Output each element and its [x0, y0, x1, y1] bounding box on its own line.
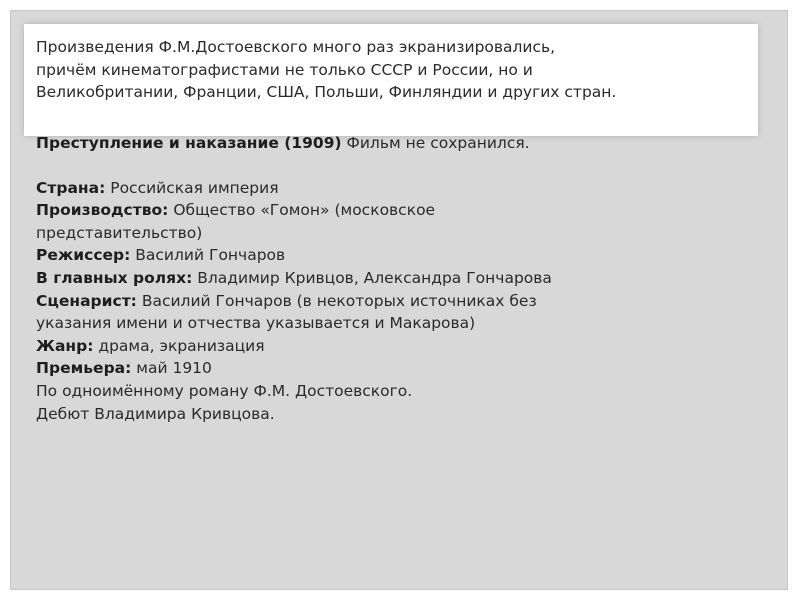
- detail-label: Производство:: [36, 201, 169, 220]
- detail-value: Владимир Кривцов, Александра Гончарова: [197, 268, 552, 287]
- detail-value: Российская империя: [110, 178, 279, 197]
- detail-label: Страна:: [36, 178, 106, 197]
- detail-label: Режиссер:: [36, 246, 131, 265]
- intro-line: Произведения Ф.М.Достоевского много раз экранизировались,: [36, 38, 556, 56]
- detail-value: Общество «Гомон» (московское представительство): [36, 201, 436, 242]
- footer-line: Дебют Владимира Кривцова.: [36, 404, 275, 423]
- detail-genre: [36, 335, 556, 358]
- detail-label: Жанр:: [36, 336, 94, 355]
- footer-line: По одноимённому роману Ф.М. Достоевского.: [36, 381, 413, 400]
- detail-value: май 1910: [136, 359, 212, 378]
- film-heading: [36, 132, 756, 155]
- film-note: Фильм не сохранился.: [346, 134, 530, 152]
- intro-paragraph: [36, 36, 756, 129]
- detail-premiere: [36, 357, 556, 380]
- detail-writer: [36, 290, 556, 335]
- film-details: [36, 177, 556, 426]
- detail-label: В главных ролях:: [36, 268, 193, 287]
- detail-production: [36, 199, 556, 244]
- detail-label: Премьера:: [36, 359, 132, 378]
- detail-label: Сценарист:: [36, 291, 137, 310]
- detail-director: [36, 244, 556, 267]
- intro-line: Великобритании, Франции, США, Польши, Финляндии и других стран.: [36, 83, 617, 102]
- slide-content: [36, 36, 756, 425]
- detail-value: драма, экранизация: [98, 336, 265, 355]
- detail-cast: [36, 267, 556, 290]
- film-title: Преступление и наказание (1909): [36, 134, 342, 152]
- detail-value: Василий Гончаров: [135, 246, 286, 265]
- detail-value: Василий Гончаров (в некоторых источниках без указания имени и отчества указывается и Макарова): [36, 291, 537, 333]
- intro-line: причём кинематографистами не только СССР и России, но и: [36, 60, 533, 79]
- detail-country: [36, 177, 556, 200]
